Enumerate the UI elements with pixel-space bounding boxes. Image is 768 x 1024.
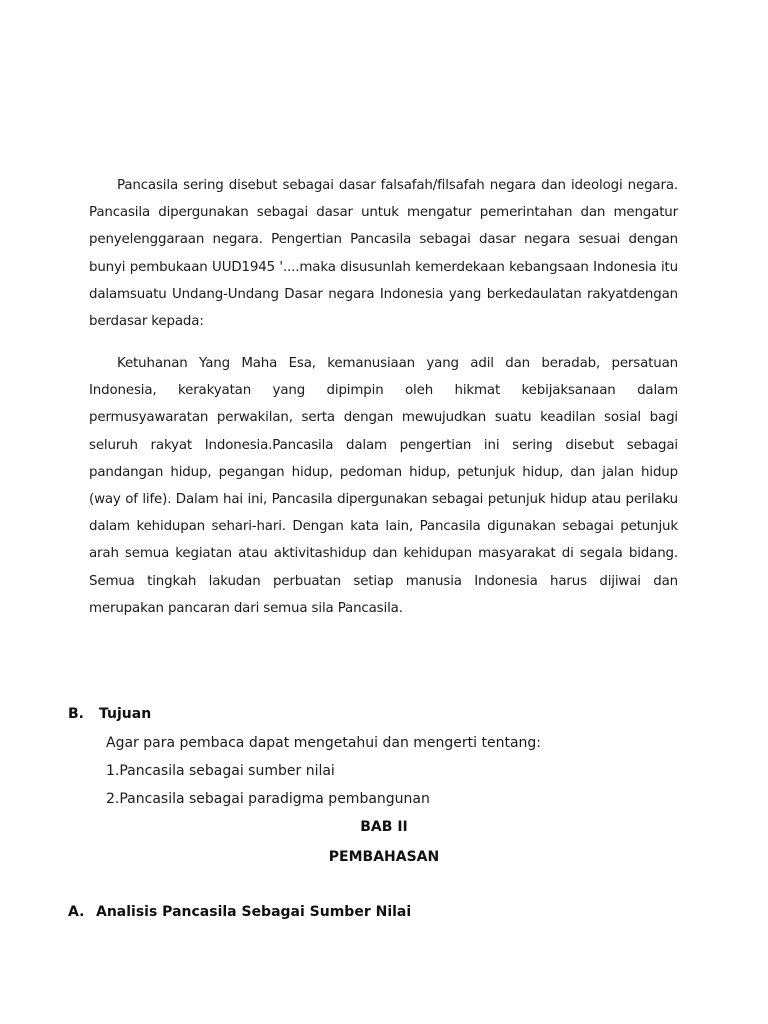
chapter-subtitle: PEMBAHASAN [328,849,440,865]
section-b-heading [68,706,151,722]
section-b-number: B. [68,706,84,722]
section-b-title: Tujuan [99,706,152,722]
intro-paragraph-2: Ketuhanan Yang Maha Esa, kemanusiaan yang adil dan beradab, persatuan Indonesia, kerakyatan yang dipimpin oleh hikmat kebijaksanaan dalam permusyawaratan perwakilan, serta dengan mewujudkan suatu keadilan sosial bagi seluruh rakyat Indonesia.Pancasila dalam pengertian ini sering disebut sebagai pandangan hidup, pegangan hidup, pedoman hidup, petunjuk hidup, dan jalan hidup (way of life). Dalam hai ini, Pancasila dipergunakan sebagai petunjuk hidup atau perilaku dalam kehidupan sehari-hari. Dengan kata lain, Pancasila digunakan sebagai petunjuk arah semua kegiatan atau aktivitashidup dan kehidupan masyarakat di segala bidang. Semua tingkah lakudan perbuatan setiap manusia Indonesia harus dijiwai dan merupakan pancaran dari semua sila Pancasila. [89,356,678,616]
tujuan-list-item: 2.Pancasila sebagai paradigma pembangunan [106,791,430,807]
section-a-title: Analisis Pancasila Sebagai Sumber Nilai [96,904,412,920]
section-a-heading [68,904,411,920]
intro-paragraph-1: Pancasila sering disebut sebagai dasar falsafah/filsafah negara dan ideologi negara. Pancasila dipergunakan sebagai dasar untuk mengatur pemerintahan dan mengatur penyelenggaraan negara. Pengertian Pancasila sebagai dasar negara sesuai dengan bunyi pembukaan UUD1945 '....maka disusunlah kemerdekaan kebangsaan Indonesia itu dalamsuatu Undang-Undang Dasar negara Indonesia yang berkedaulatan rakyatdengan berdasar kepada: [89,178,678,330]
tujuan-intro-text: Agar para pembaca dapat mengetahui dan mengerti tentang: [106,735,541,751]
section-a-number: A. [68,904,85,920]
chapter-title: BAB II [360,819,408,835]
tujuan-list-item: 1.Pancasila sebagai sumber nilai [106,763,335,779]
